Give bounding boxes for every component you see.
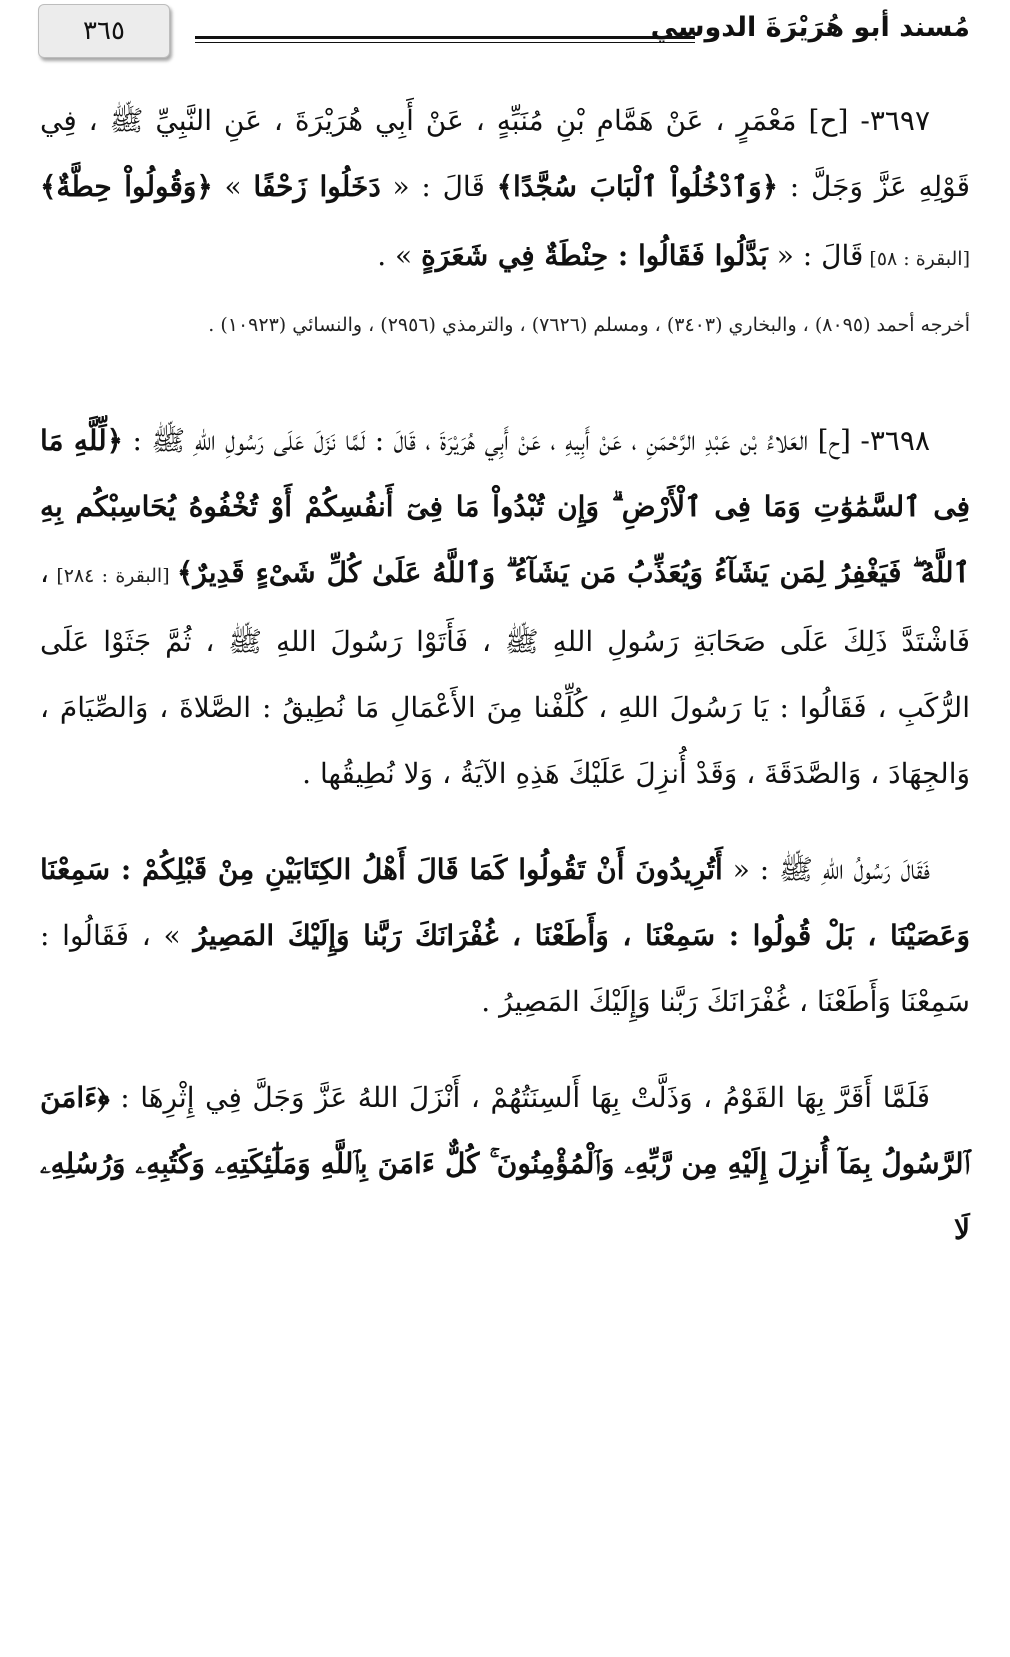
page-content — [40, 88, 970, 1289]
quran-quote: ﴿وَقُولُواْ حِطَّةٌ﴾ — [40, 170, 213, 203]
prophet-quote: دَخَلُوا زَحْفًا — [253, 170, 381, 203]
hadith-text: » — [212, 170, 254, 203]
hadith-text: » ، فَقَالُوا : سَمِعْنَا وَأَطَعْنَا ، غُفْرَانَكَ رَبَّنا وَإِلَيْكَ المَصِيرُ . — [40, 919, 970, 1018]
prophet-quote: أَتُرِيدُونَ أَنْ تَقُولُوا كَمَا قَالَ أَهْلُ الكِتَابَيْنِ مِنْ قَبْلِكُمْ : سَمِعْنَا وَعَصَيْنَا ، بَلْ قُولُوا : سَمِعْنَا ، وَأَطَعْنَا ، غُفْرَانَكَ رَبَّنا وَإِلَيْكَ المَصِيرُ — [40, 853, 970, 952]
running-title: مُسند أبو هُرَيْرَةَ الدوسي — [650, 12, 970, 43]
spacer — [40, 376, 970, 408]
hadith-text: فَقَالَ رَسُولُ اللهِ ﷺ : « — [722, 853, 930, 886]
quran-reference: [البقرة : ٥٨] — [863, 248, 970, 270]
hadith-text: » . — [377, 239, 422, 272]
hadith-3698 — [40, 408, 970, 1263]
hadith-text: قَالَ : « — [380, 170, 497, 203]
hadith-number: ٣٦٩٧- — [860, 104, 930, 137]
hadith-text: [ح] مَعْمَرٍ ، عَنْ هَمَّامِ بْنِ مُنَبِّهٍ ، عَنْ أَبِي هُرَيْرَةَ ، عَنِ النَّبِيِّ ﷺ ، فِي قَوْلِهِ عَزَّ وَجَلَّ : — [40, 104, 970, 203]
quran-reference: [البقرة : ٢٨٤] — [49, 565, 177, 587]
prophet-quote: بَدَّلُوا فَقَالُوا : حِنْطَةٌ فِي شَعَرَةٍ — [421, 239, 768, 272]
hadith-paragraph — [40, 1065, 970, 1263]
hadith-text: قَالَ : « — [767, 239, 864, 272]
quran-quote: ﴿وَٱدْخُلُواْ ٱلْبَابَ سُجَّدًا﴾ — [496, 170, 779, 203]
hadith-paragraph — [40, 88, 970, 292]
takhrij-footnote: أخرجه أحمد (٨٠٩٥) ، والبخاري (٣٤٠٣) ، ومسلم (٧٦٢٦) ، والترمذي (٢٩٥٦) ، والنسائي (١٠٩٢٣) . — [208, 314, 970, 336]
header-rule — [195, 36, 695, 39]
hadith-3697 — [40, 88, 970, 350]
hadith-text: فَلَمَّا أَقَرَّ بِهَا القَوْمُ ، وَذَلَّتْ بِهَا أَلسِنَتُهُمْ ، أَنْزَلَ اللهُ عَزَّ وَجَلَّ فِي إِثْرِهَا : — [109, 1081, 930, 1114]
hadith-text: ، فَاشْتَدَّ ذَلِكَ عَلَى صَحَابَةِ رَسُولِ اللهِ ﷺ ، فَأَتَوْا رَسُولَ اللهِ ﷺ ، ثُمَّ جَثَوْا عَلَى الرُّكَبِ ، فَقَالُوا : يَا رَسُولَ اللهِ ، كُلِّفْنا مِنَ الأَعْمَالِ مَا نُطِيقُ : الصَّلاةَ ، وَالصِّيَامَ ، وَالجِهَادَ ، وَالصَّدَقَةَ ، وَقَدْ أُنزِلَ عَلَيْكَ هَذِهِ الآيَةُ ، وَلا نُطِيقُها . — [40, 556, 970, 790]
hadith-paragraph — [40, 837, 970, 1035]
page-header — [0, 0, 1010, 70]
quran-quote: ﴿ءَامَنَ ٱلرَّسُولُ بِمَآ أُنزِلَ إِلَيْهِ مِن رَّبِّهِۦ وَٱلْمُؤْمِنُونَ ۚ كُلٌّ ءَامَنَ بِٱللَّهِ وَمَلَٰٓئِكَتِهِۦ وَكُتُبِهِۦ وَرُسُلِهِۦ لَا — [40, 1081, 970, 1246]
quran-quote: ﴿لِّلَّهِ مَا فِى ٱلسَّمَٰوَٰتِ وَمَا فِى ٱلْأَرْضِ ۗ وَإِن تُبْدُواْ مَا فِىٓ أَنفُسِكُمْ أَوْ تُخْفُوهُ يُحَاسِبْكُم بِهِ ٱللَّهُ ۖ فَيَغْفِرُ لِمَن يَشَآءُ وَيُعَذِّبُ مَن يَشَآءُ ۗ وَٱللَّهُ عَلَىٰ كُلِّ شَىْءٍ قَدِيرٌ﴾ — [40, 424, 970, 589]
hadith-text: [ح] العَلاءُ بْن عَبْدِ الرَّحْمَنِ ، عَنْ أَبِيهِ ، عَنْ أَبِي هُرَيْرَةَ ، قَالَ : لَمَّا نَزَلَ عَلَى رَسُولِ اللهِ ﷺ : — [123, 424, 851, 457]
hadith-paragraph — [40, 408, 970, 807]
hadith-number: ٣٦٩٨- — [860, 424, 930, 457]
page-number: ٣٦٥ — [38, 4, 170, 58]
header-rule-thin — [195, 42, 695, 43]
